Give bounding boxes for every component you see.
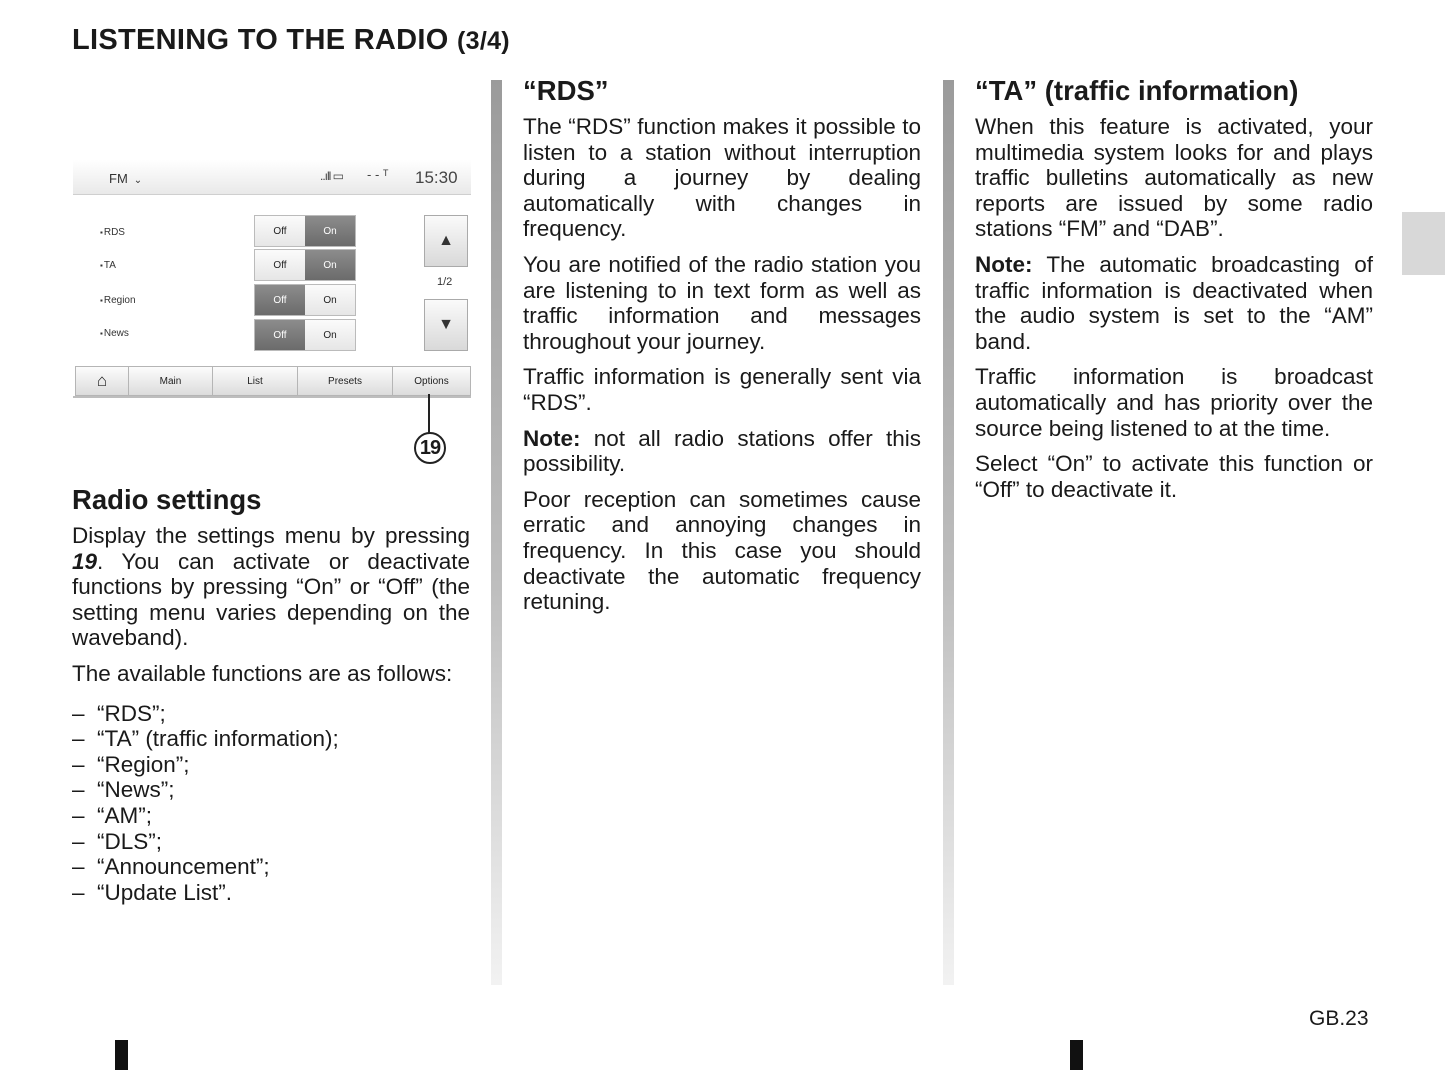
traffic-status-icon: - - ᵀ (367, 167, 389, 182)
note-text: not all radio stations offer this possibility. (523, 425, 921, 477)
list-dash: – (72, 751, 85, 777)
list-item (72, 803, 470, 829)
list-item (72, 880, 470, 906)
crop-mark-right (1070, 1040, 1083, 1070)
callout-marker: 19 (414, 432, 446, 464)
ta-paragraph-3: Traffic information is broadcast automatically and has priority over the source being listened to at the time. (975, 364, 1373, 441)
toggle-on-button[interactable]: On (305, 285, 355, 315)
rds-paragraph-2: You are notified of the radio station you are listening to in text form as well as traffic information and messages throughout your journey. (523, 251, 921, 354)
scroll-up-button[interactable] (424, 215, 468, 267)
ta-note (975, 252, 1373, 354)
bottom-navbar (75, 366, 471, 396)
page-indicator: 1/2 (437, 276, 453, 288)
clock: 15:30 (415, 168, 458, 187)
bullet-icon: ▪ (100, 261, 103, 270)
arrow-down-icon: ▼ (438, 316, 454, 333)
column-divider-left (491, 80, 502, 985)
topbar-divider (73, 194, 471, 195)
list-dash: – (72, 879, 85, 905)
bullet-icon: ▪ (100, 296, 103, 305)
rds-paragraph-3: Traffic information is generally sent via “RDS”. (523, 364, 921, 415)
setting-label-region (100, 295, 136, 306)
list-item (72, 726, 470, 752)
crop-mark-left (115, 1040, 128, 1070)
list-item (72, 701, 470, 727)
note-label: Note: (523, 425, 581, 451)
list-item-text: “AM”; (97, 802, 152, 828)
list-item-text: “Announcement”; (97, 854, 270, 880)
signal-icon: ..ıll ▭ (320, 169, 344, 183)
list-dash: – (72, 802, 85, 828)
toggle-rds (254, 215, 356, 247)
screen-bottom-edge (73, 396, 471, 398)
band-selector[interactable] (109, 171, 142, 186)
column-radio-settings (72, 484, 470, 905)
column-ta (975, 75, 1373, 512)
rds-heading: “RDS” (523, 75, 609, 106)
page-number: GB.23 (1309, 1007, 1369, 1030)
list-dash: – (72, 828, 85, 854)
radio-settings-heading: Radio settings (72, 484, 262, 515)
callout-reference: 19 (72, 548, 98, 574)
callout-line (428, 394, 430, 434)
setting-label-text: TA (103, 260, 116, 271)
rds-note (523, 426, 921, 477)
column-rds (523, 75, 921, 625)
toggle-off-button[interactable]: Off (255, 285, 305, 315)
toggle-on-button[interactable]: On (305, 250, 355, 280)
ta-paragraph-4: Select “On” to activate this function or “Off” to deactivate it. (975, 451, 1373, 502)
nav-main-button[interactable]: Main (129, 366, 213, 396)
home-icon: ⌂ (96, 371, 108, 390)
list-dash: – (72, 777, 85, 803)
home-button[interactable] (75, 366, 129, 396)
list-dash: – (72, 726, 85, 752)
rds-paragraph-1: The “RDS” function makes it possible to listen to a station without interruption during a journey by dealing automatically with changes in frequency. (523, 114, 921, 242)
column-divider-right (943, 80, 954, 985)
scroll-down-button[interactable] (424, 299, 468, 351)
list-item-text: “TA” (traffic information); (97, 726, 339, 752)
nav-presets-button[interactable]: Presets (298, 366, 393, 396)
page-title-part: (3/4) (457, 27, 510, 55)
functions-intro: The available functions are as follows: (72, 660, 453, 686)
paragraph-text: . You can activate or deactivate functions by pressing “On” or “Off” (the setting menu varies depending on the waveband). (72, 548, 470, 651)
toggle-ta (254, 249, 356, 281)
list-item-text: “RDS”; (97, 700, 166, 726)
list-item (72, 829, 470, 855)
list-dash: – (72, 700, 85, 726)
list-item (72, 777, 470, 803)
chapter-tab (1402, 212, 1445, 275)
radio-settings-paragraph (72, 523, 470, 651)
radio-settings-screen (73, 160, 471, 398)
list-item-text: “News”; (97, 777, 175, 803)
setting-label-text: News (103, 328, 129, 339)
note-text: The automatic broadcasting of traffic information is deactivated when the audio system is set to the “AM” band. (975, 251, 1373, 354)
list-item-text: “DLS”; (97, 828, 163, 854)
toggle-on-button[interactable]: On (305, 216, 355, 246)
toggle-on-button[interactable]: On (305, 320, 355, 350)
setting-label-news (100, 328, 129, 339)
toggle-off-button[interactable]: Off (255, 250, 305, 280)
rds-paragraph-5: Poor reception can sometimes cause erratic and annoying changes in frequency. In this case you should deactivate the automatic frequency retuning. (523, 486, 921, 615)
nav-options-button[interactable]: Options (393, 366, 471, 396)
note-label: Note: (975, 251, 1033, 277)
toggle-news (254, 319, 356, 351)
toggle-region (254, 284, 356, 316)
page-title (72, 24, 510, 57)
setting-label-rds (100, 227, 125, 238)
toggle-off-button[interactable]: Off (255, 216, 305, 246)
nav-list-button[interactable]: List (213, 366, 298, 396)
page-title-text: LISTENING TO THE RADIO (72, 24, 449, 56)
list-dash: – (72, 854, 85, 880)
bullet-icon: ▪ (100, 228, 103, 237)
functions-list (72, 701, 470, 906)
list-item (72, 752, 470, 778)
setting-label-text: RDS (103, 227, 125, 238)
band-label: FM (109, 171, 128, 186)
list-item-text: “Region”; (97, 751, 190, 777)
arrow-up-icon: ▲ (438, 232, 454, 249)
paragraph-text: Display the settings menu by pressing (72, 523, 470, 548)
setting-label-ta (100, 260, 116, 271)
toggle-off-button[interactable]: Off (255, 320, 305, 350)
setting-label-text: Region (103, 295, 136, 306)
list-item (72, 854, 470, 880)
list-item-text: “Update List”. (97, 879, 233, 905)
ta-paragraph-1: When this feature is activated, your multimedia system looks for and plays traffic bulletins automatically as new reports are issued by some radio stations “FM” and “DAB”. (975, 114, 1373, 242)
chevron-down-icon: ⌄ (133, 175, 143, 186)
bullet-icon: ▪ (100, 329, 103, 338)
ta-heading: “TA” (traffic information) (975, 75, 1299, 106)
